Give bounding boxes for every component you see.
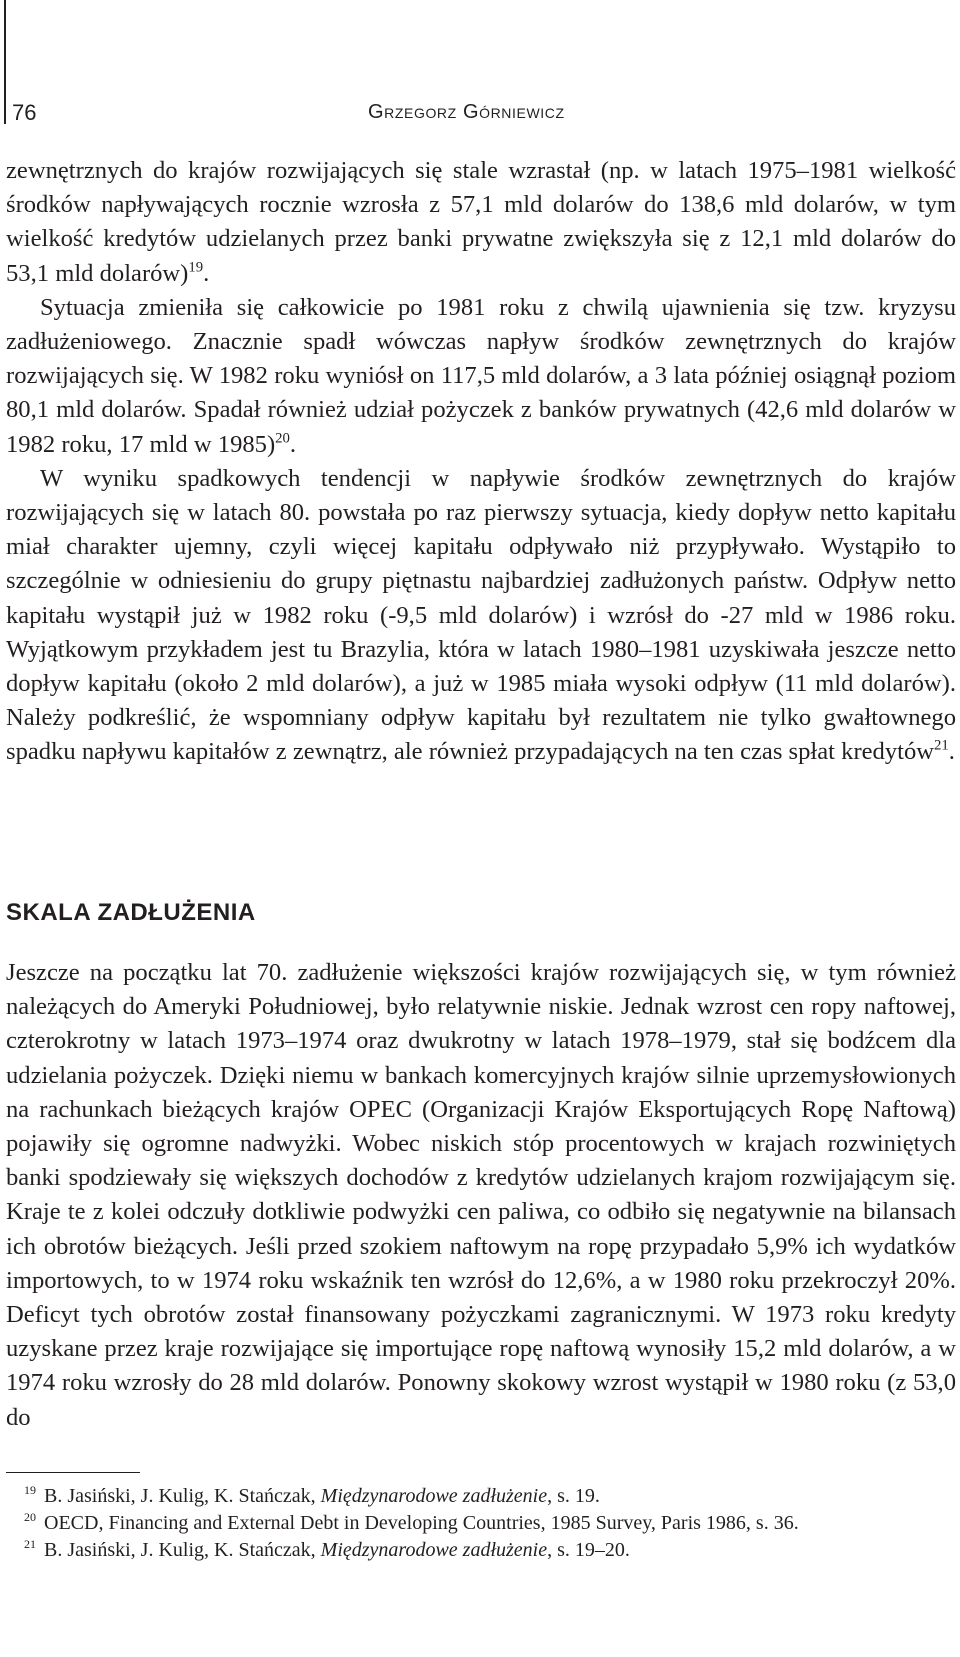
page-header [12, 96, 960, 136]
paragraph-text: zewnętrznych do krajów rozwijających się stale wzrastał (np. w latach 1975–1981 wielkość środków napływających rocznie wzrosła z 57,1 mld dolarów do 138,6 mld dolarów, w tym wielkość kredytów udzielanych przez banki prywatne zwiększyła się z 12,1 mld dolarów do 53,1 mld dolarów) [6, 157, 956, 287]
paragraph-end: . [203, 259, 210, 287]
footnote-text: B. Jasiński, J. Kulig, K. Stańczak, [44, 1485, 321, 1507]
page-margin-rule [4, 0, 6, 124]
footnote-title: Międzynarodowe zadłużenie [320, 1485, 548, 1507]
body-text-top [6, 154, 956, 770]
footnote-text: OECD, Financing and External Debt in Developing Countries, 1985 Survey, Paris 1986, s. 36. [44, 1512, 799, 1534]
paragraph-end: . [289, 430, 297, 458]
paragraph-end: . [948, 738, 955, 766]
footnote-21 [6, 1537, 956, 1564]
footnote-text: , s. 19–20. [547, 1539, 630, 1561]
footnote-number: 20 [24, 1509, 36, 1524]
paragraph [6, 291, 956, 462]
footnotes [6, 1483, 956, 1564]
footnote-20 [6, 1510, 956, 1537]
footnote-ref-20[interactable]: 20 [275, 430, 290, 447]
footnote-ref-19[interactable]: 19 [188, 259, 204, 276]
footnote-ref-21[interactable]: 21 [934, 737, 949, 754]
paragraph-continuation [6, 154, 956, 291]
footnote-text: B. Jasiński, J. Kulig, K. Stańczak, [44, 1539, 321, 1561]
paragraph: Jeszcze na początku lat 70. zadłużenie większości krajów rozwijających się, w tym również należących do Ameryki Południowej, było relatywnie niskie. Jednak wzrost cen ropy naftowej, czterokrotny w latach 1973–1974 oraz dwukrotny w latach 1978–1979, stał się bodźcem dla udzielania pożyczek. Dzięki niemu w bankach komercyjnych krajów silnie uprzemysłowionych na rachunkach bieżących krajów OPEC (Organizacji Krajów Eksportujących Ropę Naftową) pojawiły się ogromne nadwyżki. Wobec niskich stóp procentowych w krajach rozwiniętych banki spodziewały się większych dochodów z kredytów udzielanych krajom rozwijającym się. Kraje te z kolei odczuły dotkliwie podwyżki cen paliwa, co odbiło się negatywnie na bilansach ich obrotów bieżących. Jeśli przed szokiem naftowym na ropę przypadało 5,9% ich wydatków importowych, to w 1974 roku wskaźnik ten wzrósł do 12,6%, a w 1980 roku przekroczył 20%. Deficyt tych obrotów został finansowany pożyczkami zagranicznymi. W 1973 roku kredyty uzyskane przez kraje rozwijające się importujące ropę naftową wynosiły 15,2 mld dolarów, a w 1974 roku wzrosły do 28 mld dolarów. Ponowny skokowy wzrost wystąpił w 1980 roku (z 53,0 do [6, 959, 956, 1431]
paragraph-text: W wyniku spadkowych tendencji w napływie środków zewnętrznych do krajów rozwijających się w latach 80. powstała po raz pierwszy sytuacja, kiedy dopływ netto kapitału miał charakter ujemny, czyli więcej kapitału odpływało niż przypływało. Wystąpiło to szczególnie w odniesieniu do grupy piętnastu najbardziej zadłużonych państw. Odpływ netto kapitału wystąpił już w 1982 roku (-9,5 mld dolarów) i wzrósł do -27 mld w 1986 roku. Wyjątkowym przykładem jest tu Brazylia, która w latach 1980–1981 uzyskiwała jeszcze netto dopływ kapitału (około 2 mld dolarów), a już w 1985 miała wysoki odpływ (11 mld dolarów). Należy podkreślić, że wspomniany odpływ kapitału był rezultatem nie tylko gwałtownego spadku napływu kapitałów z zewnątrz, ale również przypadających na ten czas spłat kredytów [6, 464, 956, 766]
paragraph [6, 462, 956, 770]
footnote-separator [6, 1472, 140, 1473]
section-heading: SKALA ZADŁUŻENIA [6, 899, 256, 926]
footnote-title: Międzynarodowe zadłużenie [320, 1539, 548, 1561]
footnote-19 [6, 1483, 956, 1510]
footnote-number: 21 [24, 1536, 36, 1551]
body-text-section [6, 956, 956, 1435]
footnote-number: 19 [24, 1482, 36, 1497]
page-number: 76 [12, 100, 37, 125]
footnote-text: , s. 19. [547, 1485, 600, 1507]
paragraph-text: Sytuacja zmieniła się całkowicie po 1981 roku z chwilą ujawnienia się tzw. kryzysu zadłużeniowego. Znacznie spadł wówczas napływ środków zewnętrznych do krajów rozwijających się. W 1982 roku wyniósł on 117,5 mld dolarów, a 3 lata później osiągnął poziom 80,1 mld dolarów. Spadał również udział pożyczek z banków prywatnych (42,6 mld dolarów w 1982 roku, 17 mld w 1985) [6, 293, 956, 458]
running-head-author: Grzegorz Górniewicz [368, 101, 565, 123]
